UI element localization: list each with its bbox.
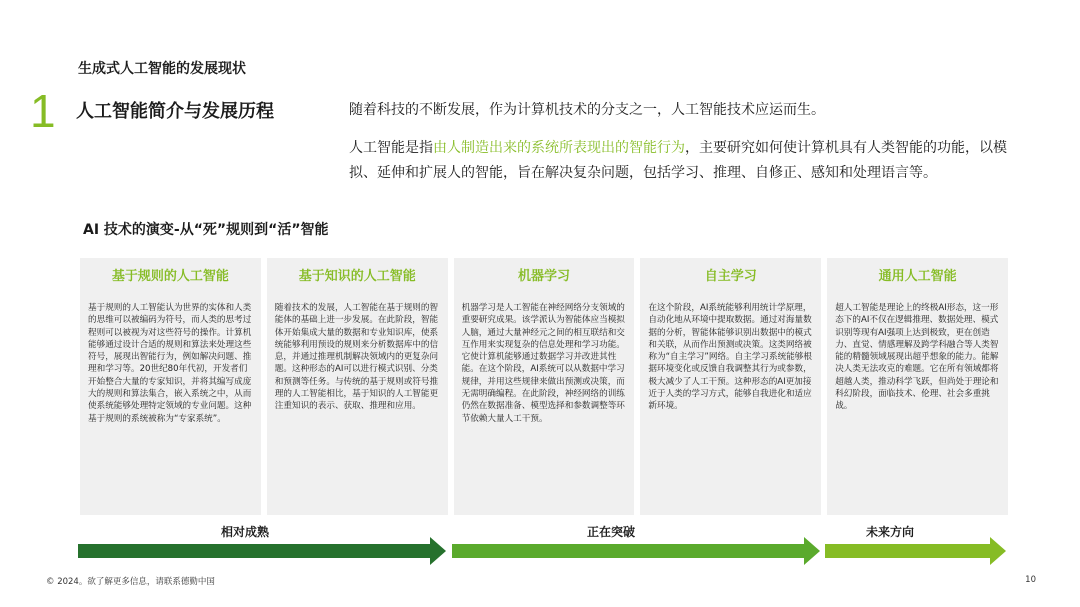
stage-label-mature: 相对成熟 <box>221 525 270 539</box>
card-rule-based <box>80 258 261 515</box>
card-body: 机器学习是人工智能在神经网络分支领域的重要研究成果。该学派认为智能体应当模拟人脑，通过大量神经元之间的相互联结和交互作用来实现复杂的信息处理和学习功能。它使计算机能够通过数据学习并改进其性能。在这个阶段，AI系统可以从数据中学习规律，并用这些规律来做出预测或决策，而无需明确编程。在此阶段，神经网络的训练仍然在数据准备、模型选择和参数调整等环节依赖大量人工干预。 <box>461 303 625 424</box>
intro-text-pre: 人工智能是指 <box>349 140 433 156</box>
intro-line-1: 随着科技的不断发展，作为计算机技术的分支之一，人工智能技术应运而生。 <box>349 102 825 118</box>
card-general-ai <box>827 258 1008 515</box>
card-body: 随着技术的发展，人工智能在基于规则的智能体的基础上进一步发展。在此阶段，智能体开始集成大量的数据和专业知识库，使系统能够利用预设的规则来分析数据库中的信息，并通过推理机制解决领域内的更复杂问题。这种形态的AI可以进行模式识别、分类和预测等任务。与传统的基于规则或符号推理的人工智能相比，基于知识的人工智能更注重知识的表示、获取、推理和应用。 <box>274 303 439 412</box>
intro-highlight: 由人制造出来的系统所表现出的智能行为 <box>433 140 685 156</box>
card-title: 基于知识的人工智能 <box>298 269 416 284</box>
sub-heading: AI 技术的演变-从“死”规则到“活”智能 <box>83 222 329 238</box>
page-number: 10 <box>1025 575 1036 585</box>
intro-text-post: ，主要研究如何使计算机具有人类智能的功能，以模拟、延伸和扩展人的智能，旨在解决复杂问题，包括学习、推理、自修正、感知和处理语言等。 <box>349 140 1007 181</box>
arrow-future <box>825 536 1010 566</box>
card-body: 在这个阶段，AI系统能够利用统计学原理，自动化地从环境中提取数据。通过对海量数据的分析，智能体能够识别出数据中的模式和关联，从而作出预测或决策。这类网络被称为“自主学习”网络。自主学习系统能够根据环境变化或反馈自我调整其行为或参数，极大减少了人工干预。这种形态的AI更加接近于人类的学习方式，能够自我进化和适应新环境。 <box>648 303 812 412</box>
arrow-breakthrough <box>452 536 822 566</box>
intro-paragraph <box>349 136 1009 186</box>
stage-label-future: 未来方向 <box>866 525 915 539</box>
card-knowledge-based <box>267 258 448 515</box>
stage-label-breakthrough: 正在突破 <box>587 525 636 539</box>
card-title: 机器学习 <box>517 269 570 284</box>
section-label: 生成式人工智能的发展现状 <box>78 61 246 77</box>
arrow-mature <box>78 536 448 566</box>
arrow-mature-shape <box>78 537 446 565</box>
card-title: 基于规则的人工智能 <box>111 269 229 284</box>
card-title: 自主学习 <box>704 269 757 284</box>
card-title: 通用人工智能 <box>878 269 957 284</box>
card-machine-learning <box>454 258 635 515</box>
arrow-future-shape <box>825 537 1006 565</box>
section-number: 1 <box>30 85 56 137</box>
card-body: 超人工智能是理论上的终极AI形态，这一形态下的AI不仅在逻辑推理、数据处理、模式识别等现有AI强项上达到极致，更在创造力、直觉、情感理解及跨学科融合等人类智能的精髓领域展现出超乎想象的能力。能解决人类无法攻克的难题。它在所有领域都将超越人类，推动科学飞跃，但尚处于理论和科幻阶段，面临技术、伦理、社会多重挑战。 <box>835 303 999 412</box>
evolution-cards <box>80 258 1008 515</box>
card-autonomous-learning <box>640 258 821 515</box>
footer-copyright: © 2024。欲了解更多信息，请联系德勤中国 <box>46 577 215 587</box>
page-title: 人工智能简介与发展历程 <box>76 101 274 122</box>
card-body: 基于规则的人工智能认为世界的实体和人类的思维可以被编码为符号，而人类的思考过程则可以被视为对这些符号的操作。计算机能够通过设计合适的规则和算法来处理这些符号，展现出智能行为，例如解决问题、推理和学习等。20世纪80年代初，开发者们开始整合大量的专家知识，并将其编写成庞大的规则和算法集合，嵌入系统之中，从而使系统能够处理特定领域的专业问题。这种基于规则的系统被称为“专家系统”。 <box>88 303 252 424</box>
arrow-breakthrough-shape <box>452 537 820 565</box>
